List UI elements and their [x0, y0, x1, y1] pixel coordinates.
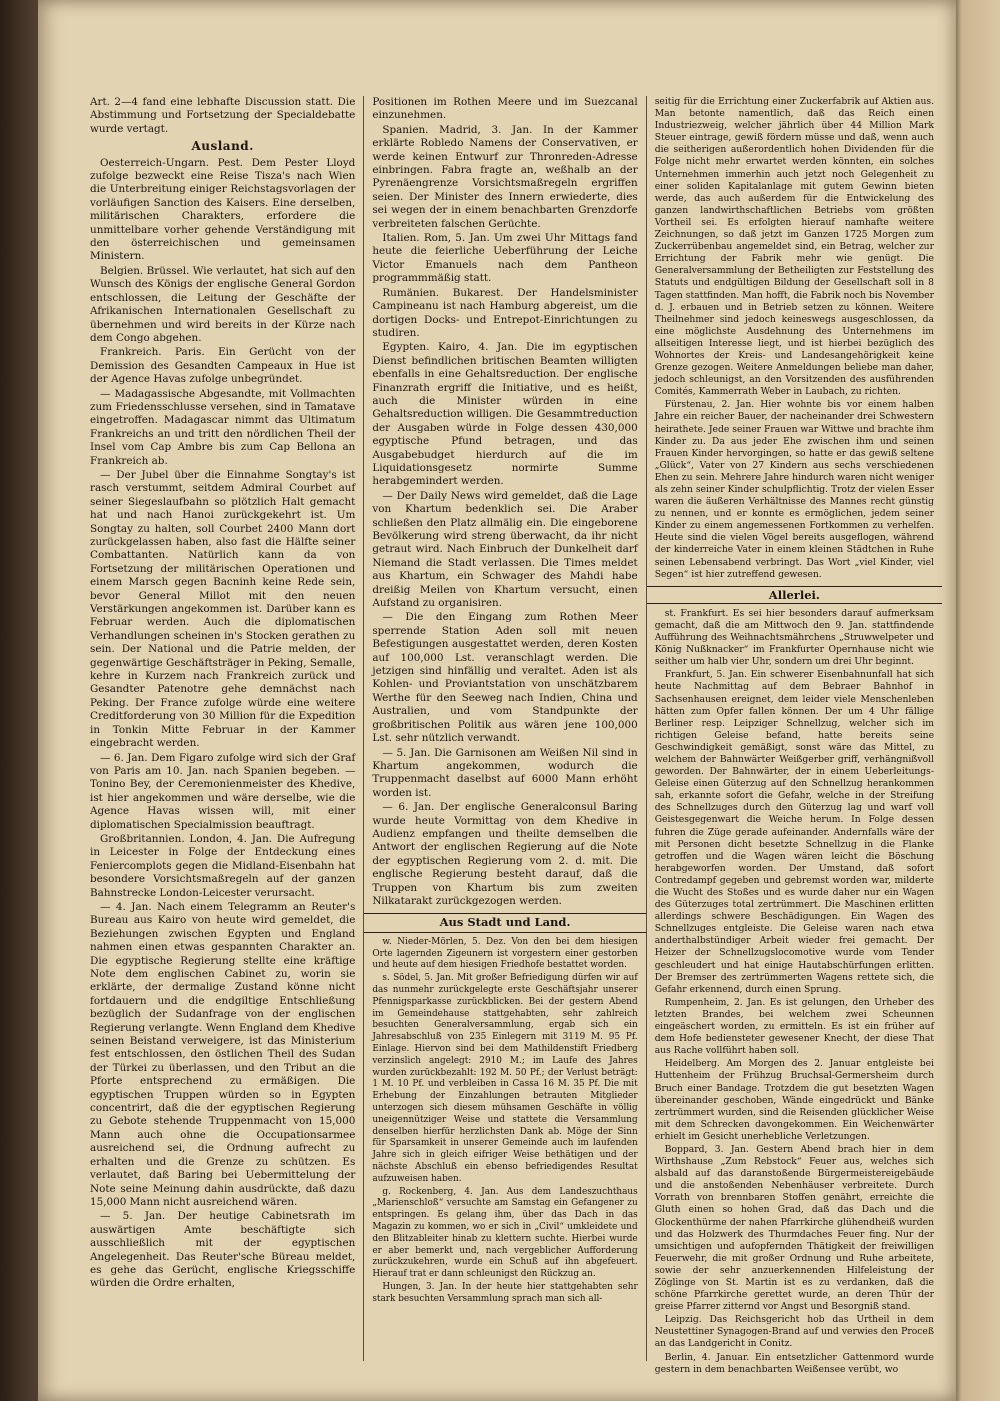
paragraph: Leipzig. Das Reichsgericht hob das Urtheil in dem Neustettiner Synagogen-Brand auf und verwies den Proceß an das Landgericht in Conitz. — [654, 1314, 934, 1350]
paragraph: — 5. Jan. Die Garnisonen am Weißen Nil sind in Khartum angekommen, wodurch die Truppenmacht daselbst auf 6000 Mann erhöht worden ist. — [372, 746, 638, 799]
paragraph: Rumänien. Bukarest. Der Handelsminister Campineanu ist nach Hamburg abgereist, um die dortigen Docks- und Entrepot-Einrichtungen zu studiren. — [372, 286, 638, 339]
column-1 — [82, 96, 363, 1361]
paragraph: Belgien. Brüssel. Wie verlautet, hat sich auf den Wunsch des Königs der englische General Gordon entschlossen, die Leitung der Geschäfte der Afrikanischen Internationalen Gesellschaft zu übernehmen und wird bereits in der Kürze nach dem Congo abgehen. — [90, 264, 356, 344]
paragraph: Italien. Rom, 5. Jan. Um zwei Uhr Mittags fand heute die feierliche Ueberführung der Leiche Victor Emanuels nach dem Pantheon programmmäßig statt. — [372, 232, 638, 285]
paragraph: Berlin, 4. Januar. Ein entsetzlicher Gattenmord wurde gestern in dem benachbarten Weißensee verübt, wo — [654, 1351, 934, 1375]
paragraph: Heidelberg. Am Morgen des 2. Januar entgleiste bei Huttenheim der Frühzug Bruchsal-Germersheim durch Bruch einer Bandage. Trotzdem die gut besetzten Wagen übereinander geschoben, Wände eingedrückt und Bänke zertrümmert wurden, sind die Reisenden glücklicher Weise mit dem Schrecken davongekommen. Ein Weichenwärter erhielt im Gesicht unerhebliche Verletzungen. — [654, 1058, 934, 1142]
paragraph: w. Nieder-Mörlen, 5. Dez. Von den bei dem hiesigen Orte lagernden Zigeunern ist vorgestern einer gestorben und heute auf dem hiesigen Friedhofe bestattet worden. — [372, 936, 638, 971]
paragraph: g. Rockenberg, 4. Jan. Aus dem Landeszuchthaus „Marienschloß“ versuchte am Samstag ein Gefangener zu entspringen. Es gelang ihm, über das Dach in das Magazin zu kommen, wo er sich in „Civil“ umkleidete und den Blitzableiter hinab zu klettern suchte. Hierbei wurde er aber bemerkt und, nach vergeblicher Aufforderung zurückzukehren, wurde ein Schuß auf ihn abgefeuert. Hierauf trat er dann schleunigst den Rückzug an. — [372, 1186, 638, 1280]
paragraph: Frankfurt, 5. Jan. Ein schwerer Eisenbahnunfall hat sich heute Nachmittag auf dem Bebraer Bahnhof in Sachsenhausen ereignet, dem leider viele Menschenleben hätten zum Opfer fallen können. Der um 4 Uhr fällige Berliner resp. Leipziger Schnellzug, welcher sich im richtigen Geleise befand, hatte bereits seine Geschwindigkeit gemäßigt, sonst wäre das Mittel, zu welchem der Bahnwärter Weißgerber griff, verhängnißvoll geworden. Der Bahnwärter, der in einem Ueberleitungs-Geleise einen Güterzug auf den Schnellzug herankommen sah, erkannte sofort die Gefahr, welche in der Streifung des Schnellzuges durch den Güterzug lag und warf voll Geistesgegenwart die Weiche herum. In Folge dessen fuhren die Züge gerade aufeinander. Andernfalls wäre der mit Personen dicht besetzte Schnellzug in die Flanke getroffen und die Wagen wären leicht die Böschung herabgeworfen worden. Der Umstand, daß sofort Contredampf gegeben und gebremst worden war, milderte die Wucht des Stoßes und es wurde daher nur ein Wagen des Güterzuges total zertrümmert. Die Maschinen erlitten allerdings schwere Beschädigungen. Ein Wagen des Schnellzuges entgleiste. Die Geleise waren nach etwa anderthalbstündiger Arbeit wieder frei gemacht. Der Heizer der Schnellzugslocomotive wurde vom Tender geschleudert und hat einige Hautabschürfungen erlitten. Der Bremser des zertrümmerten Wagens rettete sich, die Gefahr erkennend, durch einen Sprung. — [654, 669, 934, 995]
section-heading-aus-stadt-und-land: Aus Stadt und Land. — [364, 913, 645, 932]
paragraph: Fürstenau, 2. Jan. Hier wohnte bis vor einem halben Jahre ein reicher Bauer, der nacheinander drei Schwestern heirathete. Jede seiner Frauen war Wittwe und brachte ihm Kinder zu. Da aus jeder Ehe zwischen ihm und seinen Frauen Kinder hervorgingen, so hatte er das gewiß seltene „Glück“, Vater von 27 Kindern aus sechs verschiedenen Ehen zu sein. Mehrere Jahre hindurch waren nicht weniger als zehn seiner Kinder schulpflichtig. Trotz der vielen Esser waren die äußeren Verhältnisse des Mannes recht günstig zu nennen, und er konnte es ermöglichen, jedem seiner Kinder zu einem angemessenen Fortkommen zu verhelfen. Heute sind die vielen Vögel bereits ausgeflogen, während der kinderreiche Vater in einem kleinen Städtchen in Ruhe seinen Lebensabend verbringt. Das Wort „viel Kinder, viel Segen“ ist hier zutreffend gewesen. — [654, 399, 934, 580]
section-heading-allerlei: Allerlei. — [647, 586, 942, 604]
paragraph: Hungen, 3. Jan. In der heute hier stattgehabten sehr stark besuchten Versammlung sprach man sich all- — [372, 1281, 638, 1304]
paragraph: Boppard, 3. Jan. Gestern Abend brach hier in dem Wirthshause „Zum Rebstock“ Feuer aus, welches sich alsbald auf das daranstoßende Bürgermeistereigebäude und die anstoßenden Nebenhäuser verbreitete. Durch Vorrath von brennbaren Stoffen genährt, erreichte die Gluth einen so hohen Grad, daß das Dach und die Glockenthürme der nahen Pfarrkirche glühendheiß wurden und das Holzwerk des Thurmdaches Feuer fing. Nur der umsichtigen und aufopfernden Thätigkeit der freiwilligen Feuerwehr, die mit großer Ordnung und Ruhe arbeitete, sowie der sehr anzuerkennenden Hilfeleistung der Zöglinge von St. Martin ist es zu verdanken, daß die schöne Pfarrkirche gerettet wurde, an deren Thür der greise Pfarrer zitternd vor Angst und Besorgniß stand. — [654, 1143, 934, 1313]
paragraph: Spanien. Madrid, 3. Jan. In der Kammer erklärte Robledo Namens der Conservativen, er werde keinen Entwurf zur Thronreden-Adresse einbringen. Fabra fragte an, weßhalb an der Pyrenäengrenze Vorsichtsmaßregeln ergriffen seien. Der Minister des Innern erwiederte, dies sei wegen der in einem benachbarten Grenzdorfe verbreiteten falschen Gerüchte. — [372, 123, 638, 230]
paragraph: Rumpenheim, 2. Jan. Es ist gelungen, den Urheber des letzten Brandes, bei welchem zwei Scheunnen eingeäschert worden, zu ermitteln. Es ist ein früher auf dem Hofe bediensteter gewesener Knecht, der diese That aus Rache vollführt haben soll. — [654, 996, 934, 1057]
column-3 — [646, 96, 942, 1375]
paragraph: — 4. Jan. Nach einem Telegramm an Reuter's Bureau aus Kairo von heute wird gemeldet, die Beziehungen zwischen Egypten und England nahmen einen etwas gespannten Charakter an. Die egyptische Regierung stellte eine kräftige Note dem englischen Cabinet zu, worin sie erklärte, der dermalige Zustand könne nicht fortdauern und die endgiltige Entschließung bezüglich der Sudanfrage von der englischen Regierung verlangte. Wenn England dem Khedive seinen Beistand verweigere, ist das Ministerium fest entschlossen, den östlichen Theil des Sudan der Türkei zu überlassen, und den Tribut an die Pforte entsprechend zu ermäßigen. Die egyptischen Truppen würden so in Egypten concentrirt, daß die der egyptischen Regierung zu Gebote stehende Truppenmacht von 15,000 Mann auch ohne die Occupationsarmee ausreichend sei, die Ordnung aufrecht zu erhalten und die Grenze zu schützen. Es verlautet, daß Baring bei Uebermittelung der Note seine Meinung dahin ausdrückte, daß dazu 15,000 Mann nicht ausreichend wären. — [90, 900, 356, 1208]
paragraph: — Der Jubel über die Einnahme Songtay's ist rasch verstummt, seitdem Admiral Courbet auf seiner Siegeslaufbahn so plötzlich Halt gemacht hat und nach Hanoi zurückgekehrt ist. Um Songtay zu halten, soll Courbet 2400 Mann dort zurückgelassen haben, also fast die Hälfte seiner Combattanten. Natürlich kann da von Fortsetzung der militärischen Operationen und einem Marsch gegen Bacninh keine Rede sein, bevor General Millot mit den neuen Verstärkungen angekommen ist. Darüber kann es Februar werden. Auch die diplomatischen Verhandlungen scheinen in's Stocken gerathen zu sein. Der National und die Patrie melden, der gegenwärtige Geschäftsträger in Peking, Semalle, kehre in Kurzem nach Frankreich zurück und Gesandter Patenotre gehe demnächst nach Peking. Der France zufolge würde eine weitere Creditforderung von 30 Million für die Expedition in Tonkin Mitte Februar in der Kammer eingebracht werden. — [90, 468, 356, 750]
paragraph: st. Frankfurt. Es sei hier besonders darauf aufmerksam gemacht, daß die am Mittwoch den 9. Jan. stattfindende Aufführung des Weihnachtsmährchens „Struwwelpeter und König Nußknacker“ im Frankfurter Opernhause nicht wie seither um halb vier Uhr, sondern um drei Uhr beginnt. — [654, 607, 934, 668]
section-heading-ausland: Ausland. — [191, 139, 254, 154]
paragraph: Positionen im Rothen Meere und im Suezcanal einzunehmen. — [372, 96, 638, 122]
paragraph: — 6. Jan. Der englische Generalconsul Baring wurde heute Vormittag von dem Khedive in Audienz empfangen und theilte demselben die Antwort der englischen Regierung auf die Note der egyptischen Regierung vom 2. d. mit. Die englische Regierung besteht darauf, daß die Truppen von Khartum bis zum zweiten Nilkatarakt zurückgezogen werden. — [372, 801, 638, 907]
paragraph: — 6. Jan. Dem Figaro zufolge wird sich der Graf von Paris am 10. Jan. nach Spanien begeben. — Tonino Bey, der Ceremonienmeister des Khedive, ist hier angekommen und wäre derselbe, wie die Agence Havas wissen will, mit einer diplomatischen Specialmission beauftragt. — [90, 751, 356, 831]
paragraph: — Die den Eingang zum Rothen Meer sperrende Station Aden soll mit neuen Befestigungen ausgestattet werden, deren Kosten auf 100,000 Lst. veranschlagt werden. Die jetzigen sind hinfällig und veraltet. Aden ist als Kohlen- und Proviantstation von unschätzbarem Werthe für den Seeweg nach Indien, China und Australien, und vom Standpunkte der großbritischen Politik aus wären jene 100,000 Lst. sehr nützlich verwandt. — [372, 611, 638, 745]
paragraph: seitig für die Errichtung einer Zuckerfabrik auf Aktien aus. Man betonte namentlich, daß das Reich einen Industriezweig, welcher jährlich über 44 Million Mark Steuer eintrage, gewiß fördern müsse und daß, wenn auch die seitherigen außerordentlich hohen Dividenden für die Folge nicht mehr erwartet werden könnten, ein solches Unternehmen immerhin auch jetzt noch Gelegenheit zu einer soliden Kapitalanlage mit gutem Gewinn bieten werde, das auch außerdem für die Entwickelung des ganzen landwirthschaftlichen Betriebs vom größten Vortheil sei. Es erfolgten hierauf namhafte weitere Zeichnungen, so daß jetzt im Ganzen 1725 Morgen zum Zuckerrübenbau angemeldet sind, ein Betrag, welcher zur Errichtung der Fabrik mehr wie genügt. Die Generalversammlung der Betheiligten zur Feststellung des Statuts und endgültigen Bildung der Gesellschaft soll in 8 Tagen stattfinden. Man hofft, die Fabrik noch bis November d. J. erbauen und in Betrieb setzen zu können. Weitere Theilnehmer sind jedoch keineswegs ausgeschlossen, da eine möglichste Ausdehnung des Unternehmens im allseitigen Interesse liegt, und ist hierbei bezüglich des Wohnortes der Kreis- und Landesangehörigkeit keine Grenze gezogen. Weitere Anmeldungen beliebe man daher, jedoch schleunigst, an den Vorsitzenden des ausführenden Comités, Kammerrath Weber in Laubach, zu richten. — [654, 96, 934, 398]
newspaper-page — [38, 0, 956, 1401]
column-2 — [363, 96, 645, 1361]
columns — [82, 96, 942, 1375]
paragraph: Oesterreich-Ungarn. Pest. Dem Pester Lloyd zufolge bezweckt eine Reise Tisza's nach Wien die Unterbreitung einiger Reichstagsvorlagen der vorläufigen Sanction des Kaisers. Eine derselben, militärischen Charakters, erfordere die unmittelbare vorher gehende Verständigung mit den österreichischen und gemeinsamen Ministern. — [90, 156, 356, 263]
paragraph: Großbritannien. London, 4. Jan. Die Aufregung in Leicester in Folge der Entdeckung eines Feniercomplots gegen die Midland-Eisenbahn hat besondere Vorsichtsmaßregeln auf der ganzen Bahnstrecke London-Leicester verursacht. — [90, 832, 356, 899]
paragraph: — Madagassische Abgesandte, mit Vollmachten zum Friedensschlusse versehen, sind in Tamatave eingetroffen. Madagascar nimmt das Ultimatum Frankreichs an und tritt den nördlichen Theil der Insel vom Cap Ambre bis zum Cap Bellona an Frankreich ab. — [90, 387, 356, 467]
paragraph: Frankreich. Paris. Ein Gerücht von der Demission des Gesandten Campeaux in Hue ist der Agence Havas zufolge unbegründet. — [90, 346, 356, 386]
paragraph: Egypten. Kairo, 4. Jan. Die im egyptischen Dienst befindlichen britischen Beamten willigten ebenfalls in eine Gehaltsreduction. Der englische Finanzrath ergriff die Initiative, und es heißt, auch die Minister würden in eine Gehaltsreduction willigen. Die Gesammtreduction der Ausgaben würde in Folge dessen 430,000 egyptische Pfund betragen, und das Ausgabebudget hierdurch auf die im Liquidationsgesetz normirte Summe herabgemindert werden. — [372, 341, 638, 488]
adjacent-page-edge — [952, 0, 1000, 1401]
paragraph: — 5. Jan. Der heutige Cabinetsrath im auswärtigen Amte beschäftigte sich ausschließlich mit der egyptischen Angelegenheit. Das Reuter'sche Büreau meldet, es gehe das Gerücht, englische Kriegsschiffe würden die Ordre erhalten, — [90, 1210, 356, 1290]
paragraph: s. Södel, 5. Jan. Mit großer Befriedigung dürfen wir auf das nunmehr zurückgelegte erste Geschäftsjahr unserer Pfennigsparkasse zurückblicken. Bei der gestern Abend im Gemeindehause stattgehabten, sehr zahlreich besuchten Generalversammlung, ergab sich ein Jahresabschluß von 235 Einlegern mit 3119 M. 95 Pf. Einlage. Hiervon sind bei dem Mathildenstift Friedberg verzinslich angelegt: 2910 M.; im Laufe des Jahres wurden zurückbezahlt: 192 M. 50 Pf.; der Verlust beträgt: 1 M. 10 Pf. und verbleiben in Cassa 16 M. 35 Pf. Die mit Erhebung der Einzahlungen betrauten Mitglieder unterzogen sich diesem mühsamen Geschäfte in völlig uneigennütziger Weise und stattete die Versammlung denselben hierfür herzlichsten Dank ab. Möge der Sinn für Sparsamkeit in unserer Gemeinde auch im laufenden Jahre sich in gleich eifriger Weise bethätigen und der nächste Abschluß ein ebenso befriedigendes Resultat aufzuweisen haben. — [372, 973, 638, 1184]
paragraph: — Der Daily News wird gemeldet, daß die Lage von Khartum bedenklich sei. Die Araber schließen den Platz allmälig ein. Die eingeborene Bevölkerung wird streng überwacht, da ihr nicht getraut wird. Nach Einbruch der Dunkelheit darf Niemand die Stadt verlassen. Die Times meldet aus Khartum, ein Schwager des Mahdi habe dreißig Meilen von Khartum versucht, einen Aufstand zu organisiren. — [372, 489, 638, 610]
paragraph: Art. 2—4 fand eine lebhafte Discussion statt. Die Abstimmung und Fortsetzung der Specialdebatte wurde vertagt. — [90, 96, 356, 135]
